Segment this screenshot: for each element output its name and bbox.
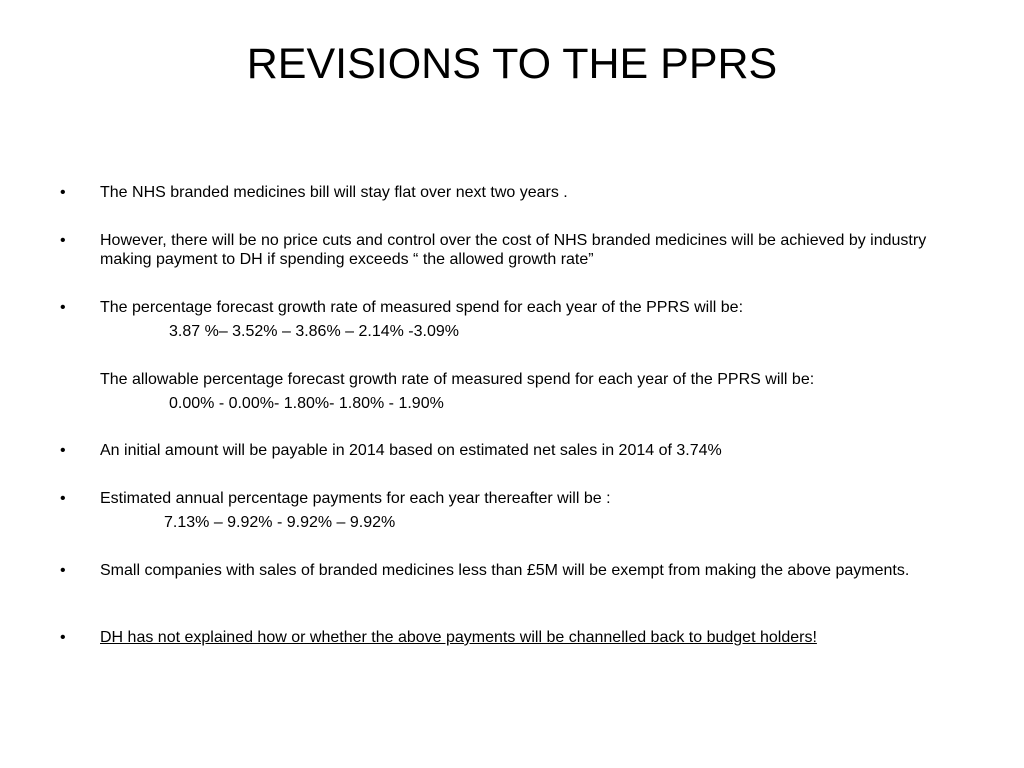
bullet-dot-icon: • [60,442,66,459]
bullet-dot-icon: • [60,184,66,201]
allowable-growth-text: The allowable percentage forecast growth rate of measured spend for each year of the PPRS will be: [100,371,815,388]
annual-payment-values: 7.13% – 9.92% - 9.92% – 9.92% [164,514,396,531]
bullet-dot-icon: • [60,299,66,316]
bullet-text-1: The NHS branded medicines bill will stay flat over next two years . [100,184,568,201]
bullet-dot-icon: • [60,232,66,249]
bullet-text-5: Estimated annual percentage payments for each year thereafter will be : [100,490,611,507]
bullet-dot-icon: • [60,629,66,646]
growth-rate-values: 3.87 %– 3.52% – 3.86% – 2.14% -3.09% [169,323,459,340]
bullet-text-4: An initial amount will be payable in 2014 based on estimated net sales in 2014 of 3.74% [100,442,722,459]
bullet-text-7: DH has not explained how or whether the above payments will be channelled back to budget holders! [100,629,817,646]
bullet-dot-icon: • [60,562,66,579]
bullet-dot-icon: • [60,490,66,507]
allowable-growth-values: 0.00% - 0.00%- 1.80%- 1.80% - 1.90% [169,395,444,412]
bullet-text-3: The percentage forecast growth rate of measured spend for each year of the PPRS will be: [100,299,744,316]
slide-title: REVISIONS TO THE PPRS [246,40,778,88]
bullet-text-6: Small companies with sales of branded medicines less than £5M will be exempt from making the above payments. [100,562,910,579]
bullet-text-2: However, there will be no price cuts and control over the cost of NHS branded medicines will be achieved by industry making payment to DH if spending exceeds “ the allowed growth rate” [100,232,927,268]
